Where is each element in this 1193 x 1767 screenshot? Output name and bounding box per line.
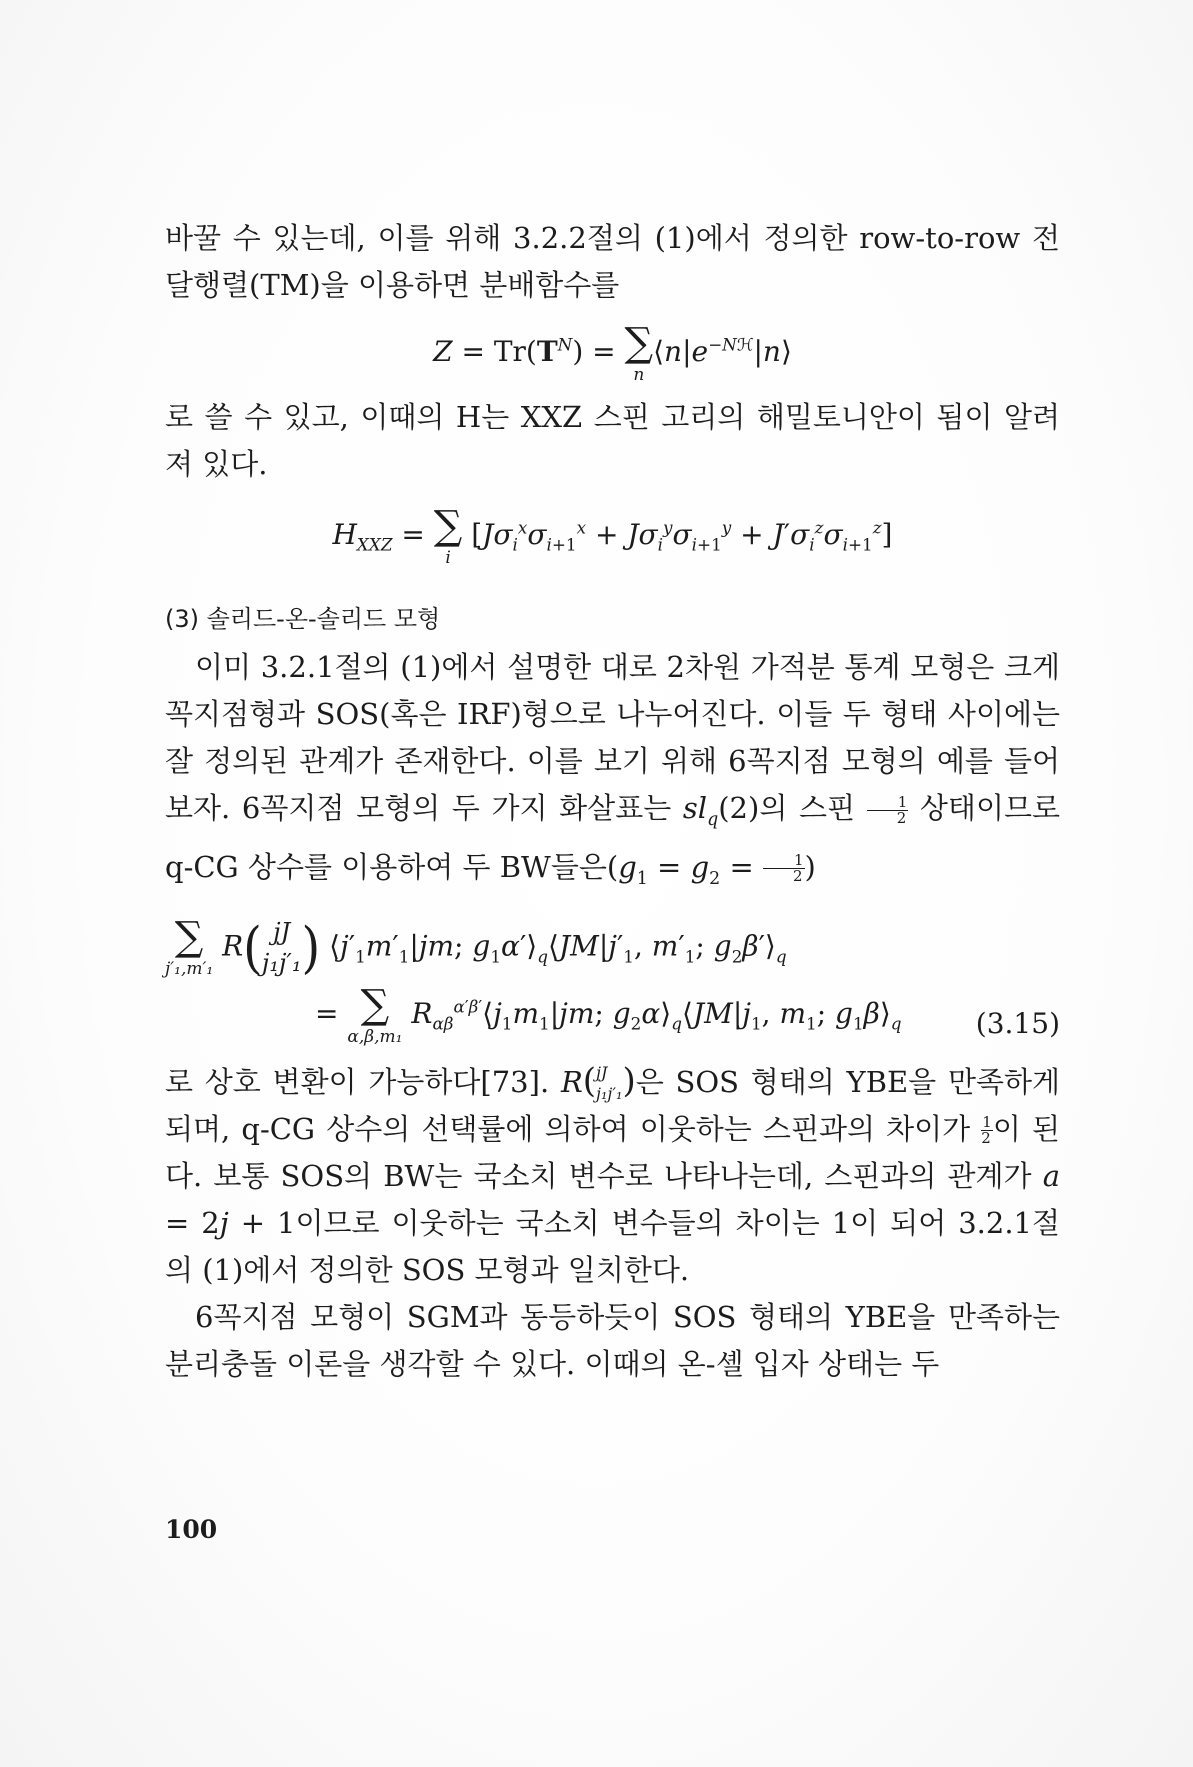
section-heading: (3) 솔리드-온-솔리드 모형 [165,605,441,633]
equation-xxz-hamiltonian: $H_{XXZ}$ = ∑ i $[J\sigma_i^x\sigma_{i+1}^x + J\sigma_i^y\sigma_{i+1}^y + J'\sigma_i^z\sigma_{i+1}^z]$ [332,503,893,568]
page-number: 100 [165,1515,218,1544]
paragraph-4: 로 상호 변환이 가능하다[73]. R(jJ j₁j′₁)은 SOS 형태의 YBE을 만족하게 되며, q-CG 상수의 선택률에 의하여 이웃하는 스핀과의 차이가 $\frac{1}{2}$ 이 된다. 보통 SOS의 BW는 국소치 변수로 나타나는데, 스핀과의 관계가 a = 2j + 1이므로 이웃하는 국소치 변수들의 차이는 1이 되어 3.2.1절의 (1)에서 정의한 SOS 모형과 일치한다. [165,1060,1061,1287]
equation-vertex-sos-relation-line2: = ∑ α,β,m₁ $R_{\alpha\beta}^{\alpha'\beta'}⟨j_1m_1|jm$; $g_2\alpha⟩_q⟨JM|j_1$, $m_1$; $g_1\beta⟩_q$ (3.15) [315,981,1060,1047]
paragraph-1: 바꿀 수 있는데, 이를 위해 3.2.2절의 (1)에서 정의한 row-to-row 전달행렬(TM)을 이용하면 분배함수를 [165,221,1060,302]
paragraph-2: 로 쓸 수 있고, 이때의 H는 XXZ 스핀 고리의 해밀토니안이 됨이 알려져 있다. [165,400,1060,481]
paragraph-5: 6꼭지점 모형이 SGM과 동등하듯이 SOS 형태의 YBE을 만족하는 분리충돌 이론을 생각할 수 있다. 이때의 온-셸 입자 상태는 두 [165,1299,1060,1381]
equation-partition-function: $Z = Tr(T^N)$ = ∑ n $⟨n|e^{-Nℋ}|n⟩$ [433,320,792,385]
page-content [165,215,1060,1388]
equation-number: (3.15) [975,1006,1060,1040]
paragraph-3: 이미 3.2.1절의 (1)에서 설명한 대로 2차원 가적분 통계 모형은 크게 꼭지점형과 SOS(혹은 IRF)형으로 나누어진다. 이들 두 형태 사이에는 잘 정의된 관계가 존재한다. 이를 보기 위해 6꼭지점 모형의 예를 들어보자. 6꼭지점 모형의 두 가지 화살표는 $sl_q(2)$의 스핀 $\frac{1}{2}$ 상태이므로 q-CG 상수를 이용하여 두 BW들은($g_1 = g_2$ = $\frac{1}{2}$ ) [165,650,1060,889]
equation-vertex-sos-relation-line1: ∑ j′₁,m′₁ R( jJ j₁j′₁) $⟨j'_1m'_1|jm$; $g_1\alpha'⟩_q⟨JM|j'_1$, $m'_1$; $g_2\beta'⟩_q$ [165,914,787,980]
